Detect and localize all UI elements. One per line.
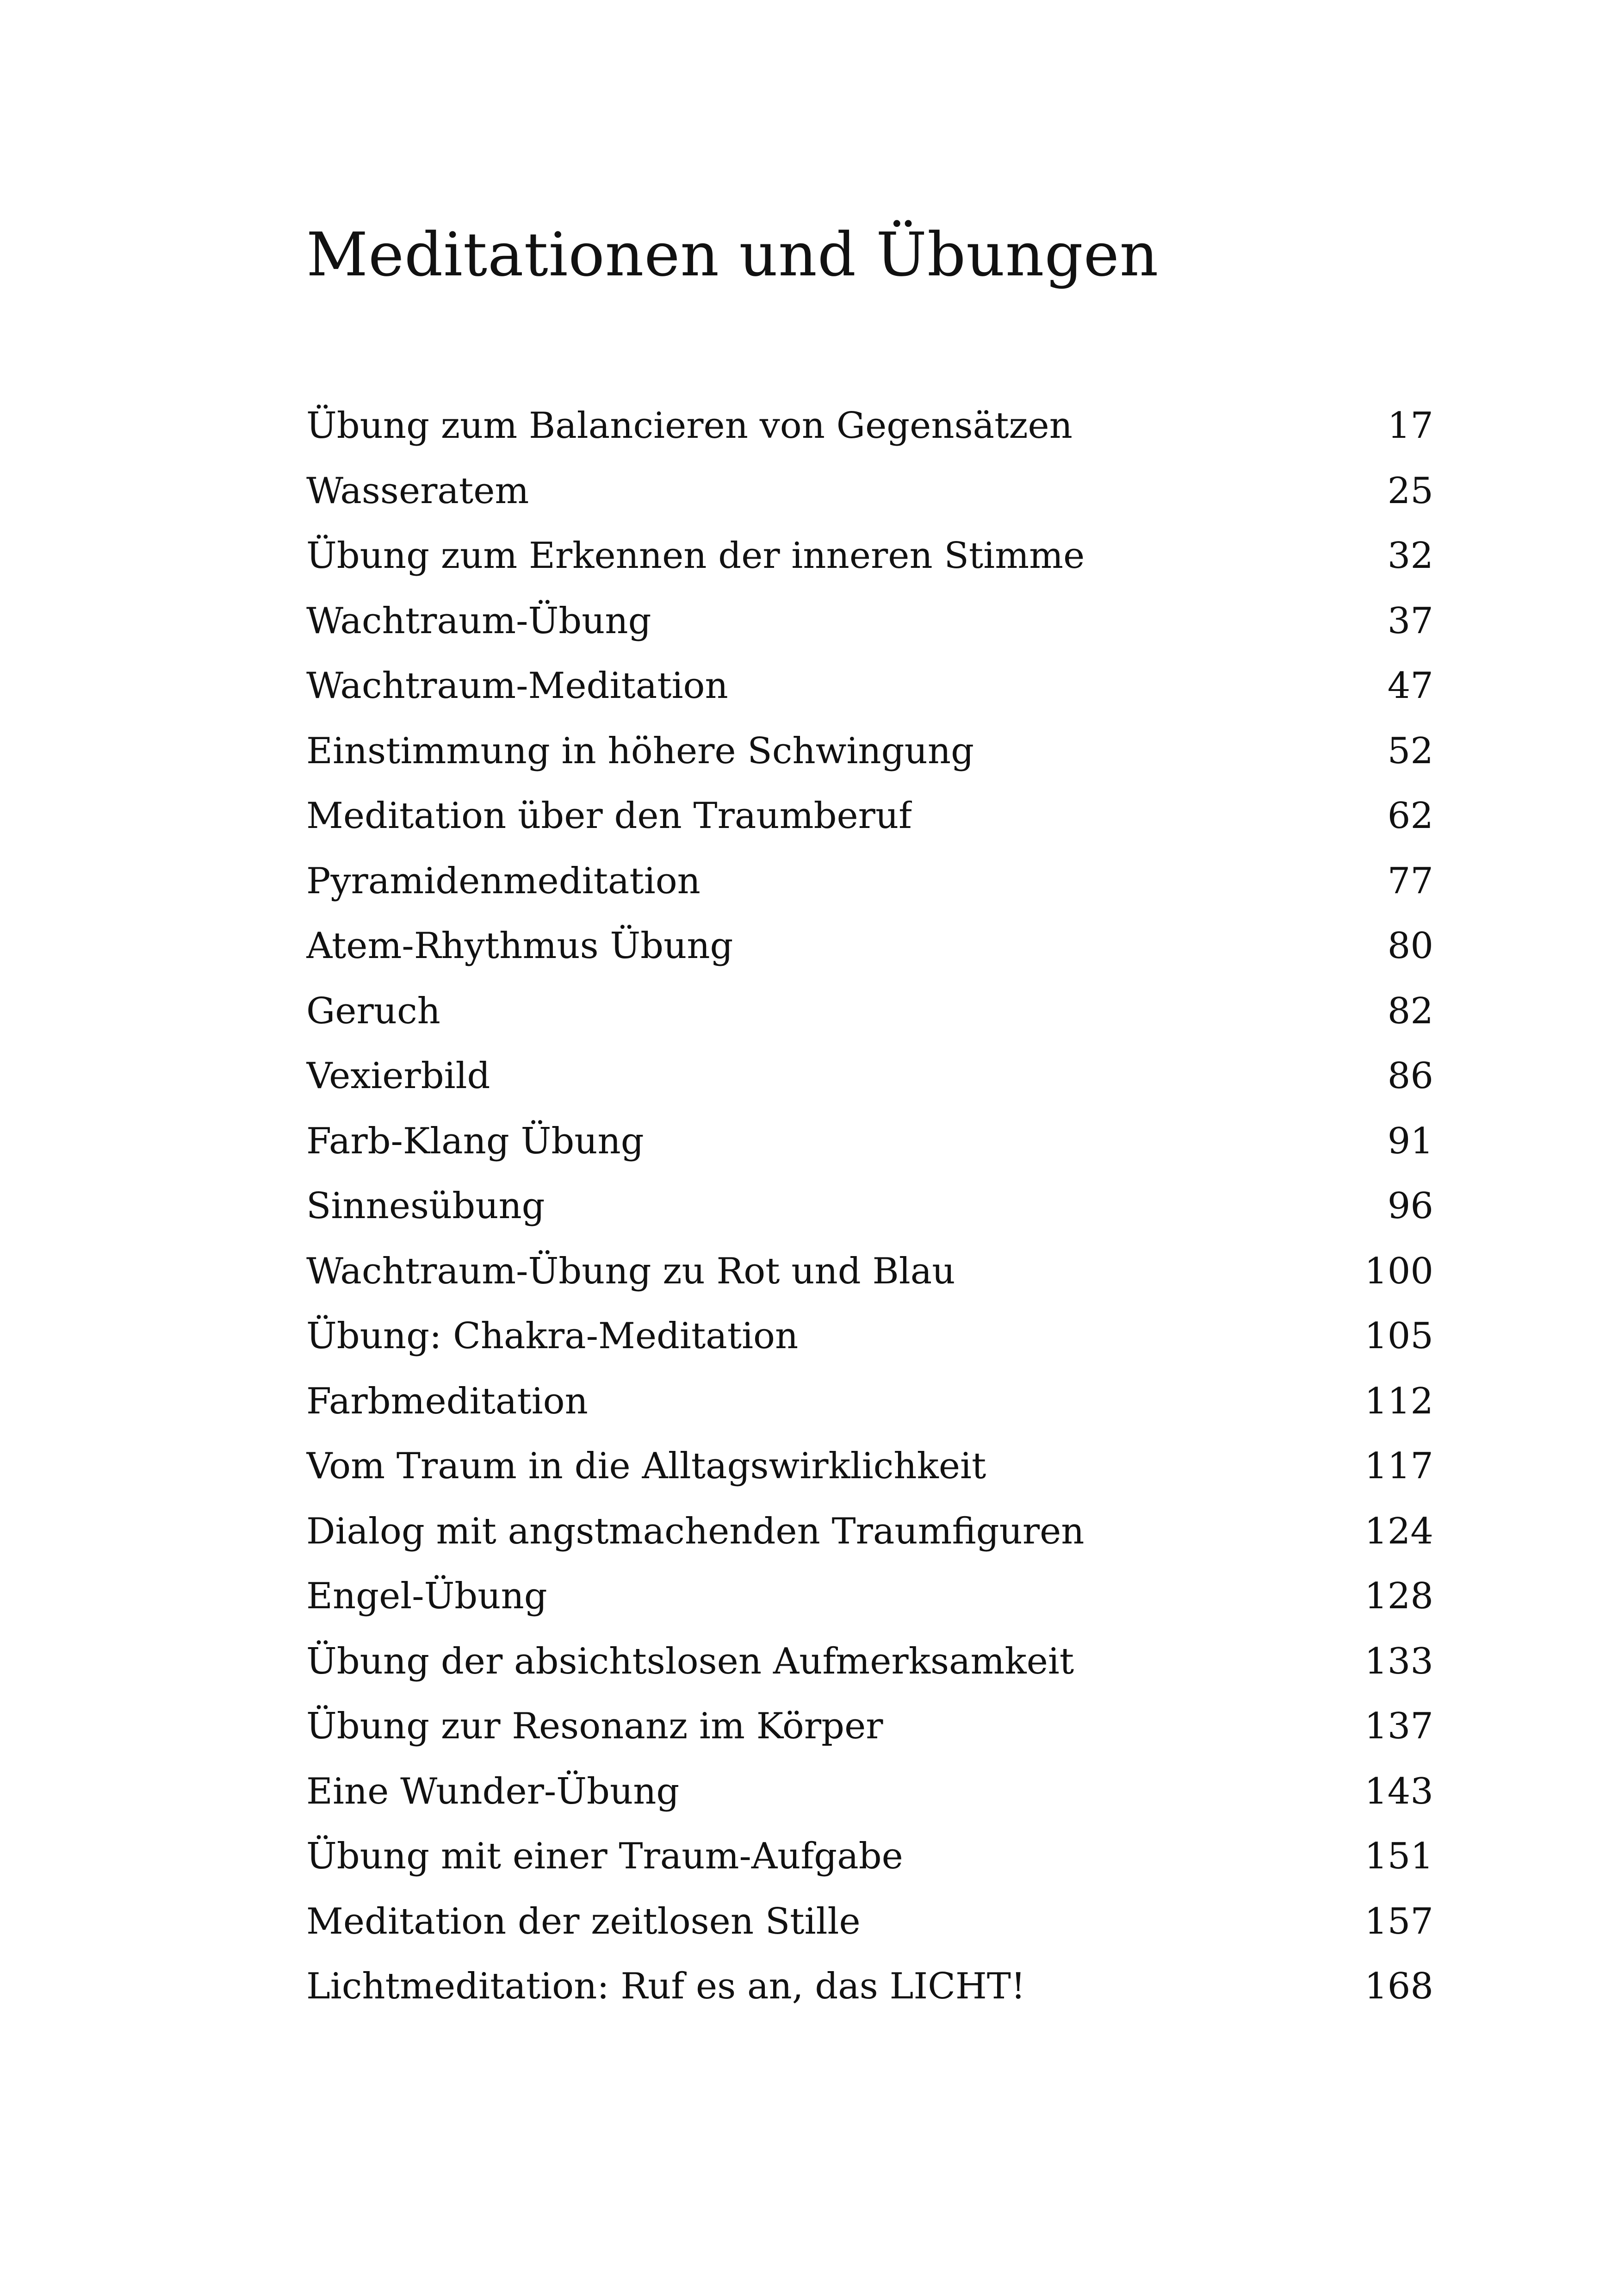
toc-entry-title: Farb-Klang Übung bbox=[306, 1120, 644, 1162]
toc-entry-page-number: 52 bbox=[1387, 730, 1433, 772]
toc-entry-page-number: 151 bbox=[1364, 1836, 1433, 1877]
toc-entry bbox=[306, 593, 1433, 659]
toc-entry bbox=[306, 1178, 1433, 1244]
toc-entry-title: Dialog mit angstmachenden Traumfiguren bbox=[306, 1510, 1085, 1552]
toc-entry-title: Wachtraum-Übung bbox=[306, 600, 651, 642]
toc-entry-page-number: 128 bbox=[1364, 1575, 1433, 1617]
toc-entry bbox=[306, 1764, 1433, 1829]
toc-entry-page-number: 143 bbox=[1364, 1770, 1433, 1812]
toc-entry-page-number: 105 bbox=[1364, 1315, 1433, 1357]
toc-entry-title: Übung der absichtslosen Aufmerksamkeit bbox=[306, 1640, 1074, 1682]
toc-entry-page-number: 77 bbox=[1387, 860, 1433, 902]
toc-entry-page-number: 25 bbox=[1387, 470, 1433, 512]
toc-entry bbox=[306, 1244, 1433, 1309]
toc-entry-title: Pyramidenmeditation bbox=[306, 860, 701, 902]
toc-entry-title: Einstimmung in höhere Schwingung bbox=[306, 730, 974, 772]
toc-entry bbox=[306, 1894, 1433, 1959]
toc-entry bbox=[306, 788, 1433, 853]
toc-entry bbox=[306, 1114, 1433, 1179]
toc-entry-title: Wachtraum-Übung zu Rot und Blau bbox=[306, 1250, 955, 1292]
toc-entry-page-number: 168 bbox=[1364, 1966, 1433, 2007]
toc-entry-title: Übung zum Balancieren von Gegensätzen bbox=[306, 405, 1072, 447]
toc-entry-title: Übung zur Resonanz im Körper bbox=[306, 1705, 883, 1747]
toc-entry-title: Übung mit einer Traum-Aufgabe bbox=[306, 1836, 903, 1877]
toc-entry bbox=[306, 658, 1433, 723]
toc-entry bbox=[306, 398, 1433, 463]
toc-entry-title: Lichtmeditation: Ruf es an, das LICHT! bbox=[306, 1966, 1026, 2007]
toc-entry bbox=[306, 983, 1433, 1049]
toc-entry-title: Meditation der zeitlosen Stille bbox=[306, 1900, 861, 1942]
toc-entry-title: Farbmeditation bbox=[306, 1380, 588, 1422]
toc-entry-title: Übung zum Erkennen der inneren Stimme bbox=[306, 535, 1085, 577]
toc-entry-page-number: 80 bbox=[1387, 925, 1433, 967]
toc-entry-page-number: 157 bbox=[1364, 1900, 1433, 1942]
toc-entry-page-number: 133 bbox=[1364, 1640, 1433, 1682]
toc-entry-page-number: 32 bbox=[1387, 535, 1433, 577]
toc-entry bbox=[306, 1568, 1433, 1634]
toc-entry bbox=[306, 1308, 1433, 1374]
toc-entry bbox=[306, 918, 1433, 983]
toc-entry-page-number: 91 bbox=[1387, 1120, 1433, 1162]
toc-entry-page-number: 86 bbox=[1387, 1055, 1433, 1097]
page-title: Meditationen und Übungen bbox=[306, 219, 1159, 290]
toc-entry bbox=[306, 1829, 1433, 1894]
toc-entry-title: Wasseratem bbox=[306, 470, 529, 512]
toc-entry bbox=[306, 1438, 1433, 1504]
toc-entry bbox=[306, 1959, 1433, 2024]
toc-entry-page-number: 117 bbox=[1364, 1445, 1433, 1487]
toc-entry-title: Eine Wunder-Übung bbox=[306, 1770, 680, 1812]
toc-entry-page-number: 62 bbox=[1387, 795, 1433, 837]
toc-entry-title: Übung: Chakra-Meditation bbox=[306, 1315, 799, 1357]
toc-entry-page-number: 37 bbox=[1387, 600, 1433, 642]
toc-entry-title: Geruch bbox=[306, 990, 440, 1032]
toc-entry-title: Engel-Übung bbox=[306, 1575, 547, 1617]
toc-entry-page-number: 96 bbox=[1387, 1185, 1433, 1227]
toc-entry-page-number: 100 bbox=[1364, 1250, 1433, 1292]
toc-entry bbox=[306, 1699, 1433, 1764]
toc-entry bbox=[306, 723, 1433, 789]
toc-entry-title: Atem-Rhythmus Übung bbox=[306, 925, 733, 967]
toc-entry bbox=[306, 528, 1433, 593]
table-of-contents bbox=[306, 398, 1433, 2024]
toc-entry-title: Vom Traum in die Alltagswirklichkeit bbox=[306, 1445, 986, 1487]
toc-entry-page-number: 82 bbox=[1387, 990, 1433, 1032]
toc-entry bbox=[306, 1504, 1433, 1569]
toc-entry-page-number: 124 bbox=[1364, 1510, 1433, 1552]
toc-entry bbox=[306, 1048, 1433, 1114]
toc-entry-title: Meditation über den Traumberuf bbox=[306, 795, 912, 837]
toc-entry-page-number: 47 bbox=[1387, 665, 1433, 707]
toc-entry-page-number: 137 bbox=[1364, 1705, 1433, 1747]
toc-entry-page-number: 17 bbox=[1387, 405, 1433, 447]
toc-entry bbox=[306, 1374, 1433, 1439]
toc-entry bbox=[306, 853, 1433, 919]
toc-entry bbox=[306, 463, 1433, 529]
toc-entry bbox=[306, 1634, 1433, 1699]
toc-entry-title: Vexierbild bbox=[306, 1055, 490, 1097]
toc-entry-title: Wachtraum-Meditation bbox=[306, 665, 728, 707]
toc-entry-title: Sinnesübung bbox=[306, 1185, 545, 1227]
toc-entry-page-number: 112 bbox=[1364, 1380, 1433, 1422]
